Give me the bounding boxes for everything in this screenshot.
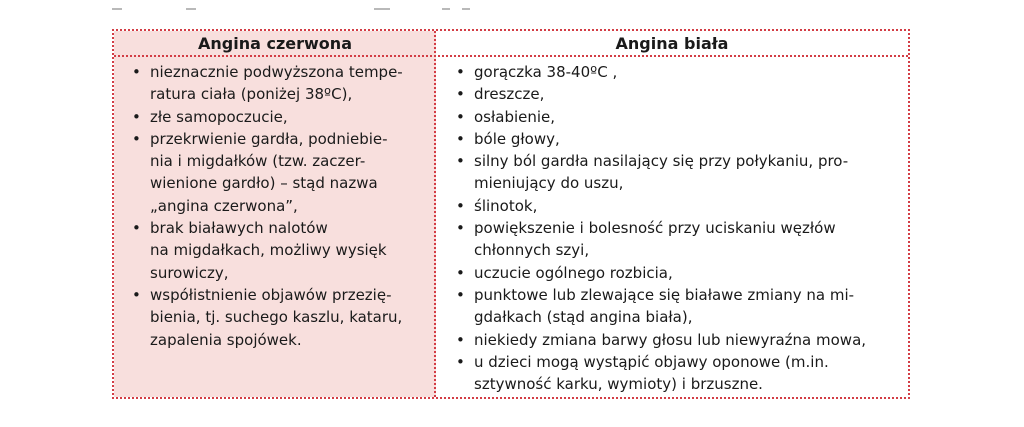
table-header-row — [114, 31, 908, 57]
bullet-icon: • — [456, 285, 465, 304]
bullet-icon: • — [132, 107, 141, 126]
list-item-text: na migdałkach, możliwy wysięk — [150, 241, 387, 260]
bullet-icon: • — [456, 63, 465, 81]
list-item — [130, 106, 430, 128]
list-item-text: surowiczy, — [150, 263, 229, 282]
edge-mark — [442, 8, 450, 10]
edge-mark — [374, 8, 390, 10]
comparison-table — [112, 29, 910, 399]
list-item-text: współistnienie objawów przezię- — [150, 285, 392, 304]
list-item — [454, 106, 904, 128]
list-item-text: brak białawych nalotów — [150, 219, 328, 238]
list-item — [454, 351, 904, 396]
bullet-icon: • — [456, 330, 465, 349]
list-item-text: dreszcze, — [474, 85, 545, 104]
list-item — [454, 217, 904, 262]
list-item-text: ślinotok, — [474, 196, 538, 215]
list-item-text: osłabienie, — [474, 107, 556, 126]
list-item-text: nia i migdałków (tzw. zaczer- — [150, 152, 366, 171]
list-item — [130, 128, 430, 217]
list-item-text: powiększenie i bolesność przy uciskaniu węzłów — [474, 219, 836, 238]
list-item-text: przekrwienie gardła, podniebie- — [150, 129, 388, 148]
edge-mark — [112, 8, 122, 10]
list-item-text: zapalenia spojówek. — [150, 330, 302, 349]
bullet-icon: • — [456, 152, 465, 171]
bullet-icon: • — [132, 219, 141, 238]
list-item-text: „angina czerwona”, — [150, 196, 298, 215]
list-item — [454, 150, 904, 195]
bullet-icon: • — [456, 107, 465, 126]
bullet-icon: • — [456, 352, 465, 371]
list-item-text: ratura ciała (poniżej 38ºC), — [150, 85, 353, 104]
bullet-icon: • — [132, 285, 141, 304]
list-item — [130, 284, 430, 351]
list-item — [454, 61, 904, 83]
list-item — [130, 217, 430, 284]
edge-mark — [462, 8, 470, 10]
list-item-text: nieznacznie podwyższona tempe- — [150, 63, 403, 81]
list-item — [454, 284, 904, 329]
header-angina-biala: Angina biała — [615, 34, 729, 53]
list-item-text: złe samopoczucie, — [150, 107, 288, 126]
top-edge-marks — [112, 8, 912, 14]
header-angina-czerwona: Angina czerwona — [198, 34, 352, 53]
bullet-icon: • — [456, 196, 465, 215]
list-item-text: uczucie ogólnego rozbicia, — [474, 263, 673, 282]
symptoms-list-angina-biala — [454, 61, 904, 395]
bullet-icon: • — [456, 263, 465, 282]
list-item-text: sztywność karku, wymioty) i brzuszne. — [474, 375, 763, 394]
list-item-text: silny ból gardła nasilający się przy połykaniu, pro- — [474, 152, 849, 171]
list-item-text: bóle głowy, — [474, 129, 560, 148]
list-item — [454, 262, 904, 284]
list-item — [454, 128, 904, 150]
bullet-icon: • — [456, 85, 465, 104]
list-item-text: punktowe lub zlewające się białawe zmiany na mi- — [474, 285, 855, 304]
list-item-text: wienione gardło) – stąd nazwa — [150, 174, 378, 193]
bullet-icon: • — [132, 129, 141, 148]
list-item-text: niekiedy zmiana barwy głosu lub niewyraźna mowa, — [474, 330, 867, 349]
list-item-text: gdałkach (stąd angina biała), — [474, 308, 693, 327]
list-item-text: bienia, tj. suchego kaszlu, kataru, — [150, 308, 403, 327]
list-item — [454, 83, 904, 105]
list-item — [130, 61, 430, 106]
bullet-icon: • — [456, 219, 465, 238]
list-item-text: u dzieci mogą wystąpić objawy oponowe (m.in. — [474, 352, 829, 371]
list-item — [454, 195, 904, 217]
edge-mark — [186, 8, 196, 10]
bullet-icon: • — [456, 129, 465, 148]
list-item-text: chłonnych szyi, — [474, 241, 590, 260]
list-item-text: mieniujący do uszu, — [474, 174, 624, 193]
list-item-text: gorączka 38-40ºC , — [474, 63, 618, 81]
symptoms-list-angina-czerwona — [130, 61, 430, 351]
list-item — [454, 329, 904, 351]
bullet-icon: • — [132, 63, 141, 81]
